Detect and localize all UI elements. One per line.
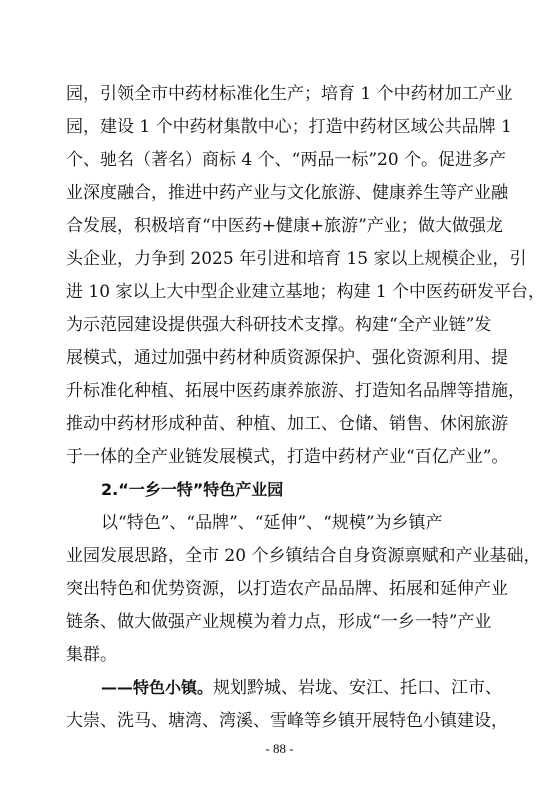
body-text-line: 业深度融合，推进中药产业与文化旅游、健康养生等产业融 <box>66 183 508 203</box>
body-text-line <box>101 676 502 700</box>
body-text-line: 合发展，积极培育“中医药+健康+旅游”产业；做大做强龙 <box>66 216 503 236</box>
body-text-line: 园，引领全市中药材标准化生产；培育 1 个中药材加工产业 <box>66 84 513 104</box>
body-text-span: 规划黔城、岩垅、安江、托口、江市、 <box>213 678 503 698</box>
body-text-line: 个、驰名（著名）商标 4 个、“两品一标”20 个。促进多产 <box>66 150 507 170</box>
body-text-line: 为示范园建设提供强大科研技术支撑。构建“全产业链”发 <box>66 315 492 335</box>
body-text-line: 于一体的全产业链发展模式，打造中药材产业“百亿产业”。 <box>66 447 509 467</box>
body-text-line: 园，建设 1 个中药材集散中心；打造中药材区域公共品牌 1 <box>66 117 512 137</box>
body-text-line: 以“特色”、“品牌”、“延伸”、“规模”为乡镇产 <box>101 513 443 533</box>
page-number: - 88 - <box>265 741 294 756</box>
body-text-line: 展模式，通过加强中药材种质资源保护、强化资源利用、提 <box>66 348 508 368</box>
body-text-line: 进 10 家以上大中型企业建立基地；构建 1 个中医药研发平台， <box>66 282 546 302</box>
section-heading: 2.“一乡一特”特色产业园 <box>101 480 284 499</box>
subsection-lead: ——特色小镇。 <box>101 678 214 697</box>
body-text-line: 集群。 <box>66 645 117 665</box>
body-text-line: 头企业，力争到 2025 年引进和培育 15 家以上规模企业，引 <box>66 249 527 269</box>
body-text-line: 推动中药材形成种苗、种植、加工、仓储、销售、休闲旅游 <box>66 414 508 434</box>
body-text-line: 链条、做大做强产业规模为着力点，形成“一乡一特”产业 <box>66 612 492 632</box>
body-text-line: 业园发展思路，全市 20 个乡镇结合自身资源禀赋和产业基础， <box>66 546 541 566</box>
body-text-line: 升标准化种植、拓展中医药康养旅游、打造知名品牌等措施， <box>66 381 525 401</box>
body-text-line: 突出特色和优势资源，以打造农产品品牌、拓展和延伸产业 <box>66 579 508 599</box>
body-text-line: 大崇、洗马、塘湾、湾溪、雪峰等乡镇开展特色小镇建设， <box>66 711 508 731</box>
